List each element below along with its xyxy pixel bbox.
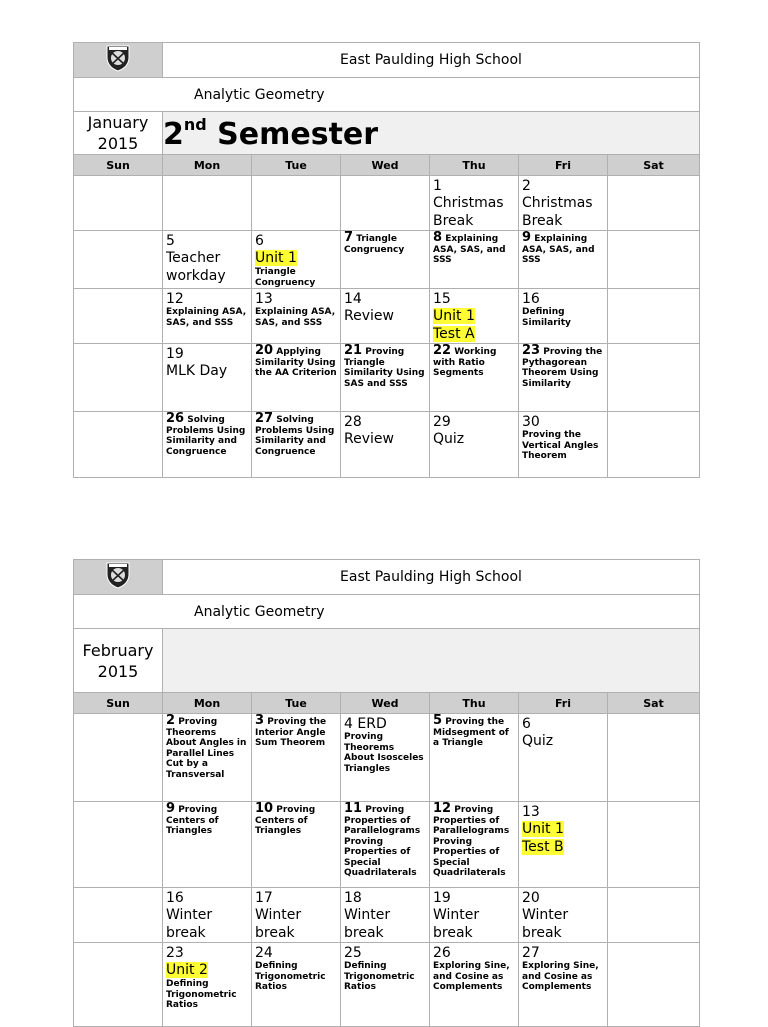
day-number: 5 — [433, 713, 443, 728]
day-cell — [252, 412, 341, 478]
day-event: Winter break — [255, 907, 302, 941]
day-number: 13 — [255, 291, 273, 307]
day-number: 12 — [166, 291, 184, 307]
day-cell — [341, 231, 430, 289]
day-cell — [163, 802, 252, 888]
day-empty — [74, 943, 163, 1027]
day-number: 14 — [344, 291, 362, 307]
day-number: 19 — [166, 346, 184, 362]
month-banner — [163, 629, 700, 693]
dow-wed: Wed — [341, 693, 430, 714]
day-event: Solving Problems Using Similarity and Congruence — [255, 415, 335, 457]
dow-tue: Tue — [252, 693, 341, 714]
highlight-unit: Unit 1 — [433, 308, 475, 324]
day-number: 24 — [255, 945, 273, 961]
day-number: 12 — [433, 801, 452, 816]
day-event: Proving the Pythagorean Theorem Using Similarity — [522, 347, 603, 389]
day-cell — [252, 289, 341, 344]
day-cell — [163, 888, 252, 943]
day-number: 30 — [522, 414, 540, 430]
day-cell — [430, 289, 519, 344]
day-cell — [252, 888, 341, 943]
dow-fri: Fri — [519, 693, 608, 714]
day-event: Review — [344, 431, 394, 447]
highlight-unit: Unit 1 — [255, 250, 297, 266]
day-number: 13 — [522, 804, 540, 820]
day-cell — [430, 888, 519, 943]
day-cell — [519, 344, 608, 412]
day-cell — [163, 344, 252, 412]
day-number: 17 — [255, 890, 273, 906]
day-empty — [74, 176, 163, 231]
day-empty — [608, 802, 700, 888]
day-cell — [163, 943, 252, 1027]
dow-sat: Sat — [608, 693, 700, 714]
day-event: Proving the Midsegment of a Triangle — [433, 717, 509, 748]
day-number: 6 — [255, 233, 264, 249]
day-event: Proving Theorems About Isosceles Triangles — [344, 732, 424, 774]
day-cell — [430, 412, 519, 478]
month-label: January — [87, 113, 149, 132]
day-number: 20 — [255, 343, 274, 358]
day-heading: ERD — [357, 716, 387, 732]
day-event: Exploring Sine, and Cosine as Complements — [522, 961, 599, 992]
day-number: 11 — [344, 801, 363, 816]
day-event: Proving Properties of Parallelograms Proving Properties of Special Quadrilaterals — [344, 805, 421, 878]
day-event: Defining Trigonometric Ratios — [255, 961, 326, 992]
day-number: 26 — [433, 945, 451, 961]
day-number: 28 — [344, 414, 362, 430]
day-cell — [430, 714, 519, 802]
day-number: 23 — [166, 945, 184, 961]
day-event: Explaining ASA, SAS, and SSS — [255, 307, 336, 328]
dow-thu: Thu — [430, 693, 519, 714]
month-label: February — [82, 640, 154, 660]
highlight-unit: Unit 2 — [166, 962, 208, 978]
day-number: 2 — [166, 713, 176, 728]
subject-title: Analytic Geometry — [74, 78, 700, 112]
day-cell — [519, 231, 608, 289]
dow-wed: Wed — [341, 155, 430, 176]
day-event: Winter break — [522, 907, 569, 941]
day-cell — [163, 289, 252, 344]
dow-sat: Sat — [608, 155, 700, 176]
day-cell — [430, 344, 519, 412]
subject-title: Analytic Geometry — [74, 595, 700, 629]
day-number: 4 — [344, 716, 353, 732]
day-cell — [341, 943, 430, 1027]
day-cell — [341, 888, 430, 943]
highlight-test: Test B — [522, 839, 564, 855]
day-number: 3 — [255, 713, 265, 728]
day-event: Triangle Congruency — [344, 234, 405, 255]
day-event: Applying Similarity Using the AA Criterion — [255, 347, 337, 378]
day-event: Defining Similarity — [522, 307, 571, 328]
day-event: Winter break — [344, 907, 391, 941]
day-event: Explaining ASA, SAS, and SSS — [522, 234, 595, 265]
day-empty — [608, 714, 700, 802]
day-number: 23 — [522, 343, 541, 358]
day-cell — [341, 344, 430, 412]
day-cell — [519, 176, 608, 231]
day-event: Christmas Break — [522, 195, 593, 229]
day-empty — [74, 412, 163, 478]
day-event: Review — [344, 308, 394, 324]
day-number: 16 — [522, 291, 540, 307]
day-event: Proving Triangle Similarity Using SAS and SSS — [344, 347, 425, 389]
day-event: Proving the Vertical Angles Theorem — [522, 430, 599, 461]
day-empty — [608, 176, 700, 231]
day-cell — [341, 802, 430, 888]
day-cell — [430, 231, 519, 289]
day-cell — [163, 412, 252, 478]
day-event: Exploring Sine, and Cosine as Complements — [433, 961, 510, 992]
day-number: 21 — [344, 343, 363, 358]
semester-word: Semester — [217, 116, 379, 152]
day-cell — [252, 344, 341, 412]
day-cell — [430, 943, 519, 1027]
day-empty — [608, 231, 700, 289]
day-number: 22 — [433, 343, 452, 358]
day-empty — [608, 344, 700, 412]
day-event: Triangle Congruency — [255, 267, 316, 288]
day-empty — [341, 176, 430, 231]
day-event: Defining Trigonometric Ratios — [344, 961, 415, 992]
day-cell — [163, 231, 252, 289]
school-name: East Paulding High School — [163, 43, 700, 78]
day-number: 6 — [522, 716, 531, 732]
day-cell — [519, 943, 608, 1027]
day-empty — [74, 344, 163, 412]
day-number: 15 — [433, 291, 451, 307]
day-cell — [519, 888, 608, 943]
day-number: 10 — [255, 801, 274, 816]
year-label: 2015 — [97, 661, 139, 681]
school-shield-logo — [99, 560, 137, 590]
dow-mon: Mon — [163, 693, 252, 714]
day-number: 8 — [433, 230, 443, 245]
day-event: Explaining ASA, SAS, and SSS — [433, 234, 506, 265]
day-event: Christmas Break — [433, 195, 504, 229]
day-event: Explaining ASA, SAS, and SSS — [166, 307, 247, 328]
dow-mon: Mon — [163, 155, 252, 176]
day-number: 26 — [166, 411, 185, 426]
day-cell — [341, 289, 430, 344]
day-number: 25 — [344, 945, 362, 961]
semester-number: 2 — [163, 116, 184, 152]
day-cell — [519, 412, 608, 478]
day-number: 29 — [433, 414, 451, 430]
day-empty — [74, 888, 163, 943]
month-year — [74, 629, 163, 693]
day-event: MLK Day — [166, 363, 228, 379]
day-cell — [252, 943, 341, 1027]
month-year — [74, 112, 163, 155]
day-event: Proving Centers of Triangles — [255, 805, 316, 836]
day-event: Proving Centers of Triangles — [166, 805, 219, 836]
day-cell — [341, 412, 430, 478]
day-number: 9 — [166, 801, 176, 816]
day-empty — [252, 176, 341, 231]
day-cell — [252, 714, 341, 802]
day-event: Proving the Interior Angle Sum Theorem — [255, 717, 327, 748]
day-number: 2 — [522, 178, 531, 194]
day-cell — [430, 802, 519, 888]
day-number: 19 — [433, 890, 451, 906]
day-number: 18 — [344, 890, 362, 906]
january-calendar — [73, 42, 700, 478]
day-empty — [608, 888, 700, 943]
day-cell — [252, 802, 341, 888]
dow-tue: Tue — [252, 155, 341, 176]
day-number: 27 — [255, 411, 274, 426]
dow-sun: Sun — [74, 693, 163, 714]
day-number: 16 — [166, 890, 184, 906]
day-event: Proving Theorems About Angles in Parallel Lines Cut by a Transversal — [166, 717, 247, 780]
day-number: 7 — [344, 230, 354, 245]
day-event: Winter break — [166, 907, 213, 941]
dow-sun: Sun — [74, 155, 163, 176]
february-calendar — [73, 559, 700, 1027]
dow-fri: Fri — [519, 155, 608, 176]
day-event: Quiz — [433, 431, 465, 447]
day-empty — [74, 289, 163, 344]
day-number: 20 — [522, 890, 540, 906]
day-number: 27 — [522, 945, 540, 961]
day-empty — [163, 176, 252, 231]
day-empty — [74, 802, 163, 888]
day-event: Solving Problems Using Similarity and Congruence — [166, 415, 246, 457]
day-cell — [519, 714, 608, 802]
day-empty — [74, 231, 163, 289]
school-name: East Paulding High School — [163, 560, 700, 595]
semester-heading — [163, 112, 700, 155]
day-event: Teacher workday — [166, 250, 226, 284]
day-number: 9 — [522, 230, 532, 245]
day-empty — [608, 943, 700, 1027]
logo-cell — [74, 43, 163, 78]
day-cell — [519, 802, 608, 888]
logo-cell — [74, 560, 163, 595]
day-cell — [252, 231, 341, 289]
day-cell — [519, 289, 608, 344]
day-event: Winter break — [433, 907, 480, 941]
highlight-unit: Unit 1 — [522, 821, 564, 837]
day-event: Quiz — [522, 733, 554, 749]
semester-suffix: nd — [183, 114, 207, 134]
highlight-test: Test A — [433, 326, 475, 342]
day-number: 1 — [433, 178, 442, 194]
day-cell — [341, 714, 430, 802]
day-event: Proving Properties of Parallelograms Proving Properties of Special Quadrilaterals — [433, 805, 510, 878]
dow-thu: Thu — [430, 155, 519, 176]
school-shield-logo — [99, 43, 137, 73]
day-event: Defining Trigonometric Ratios — [166, 979, 237, 1010]
day-cell — [430, 176, 519, 231]
day-number: 5 — [166, 233, 175, 249]
day-cell — [163, 714, 252, 802]
day-empty — [74, 714, 163, 802]
year-label: 2015 — [97, 134, 139, 153]
day-empty — [608, 289, 700, 344]
day-empty — [608, 412, 700, 478]
day-event: Working with Ratio Segments — [433, 347, 497, 378]
